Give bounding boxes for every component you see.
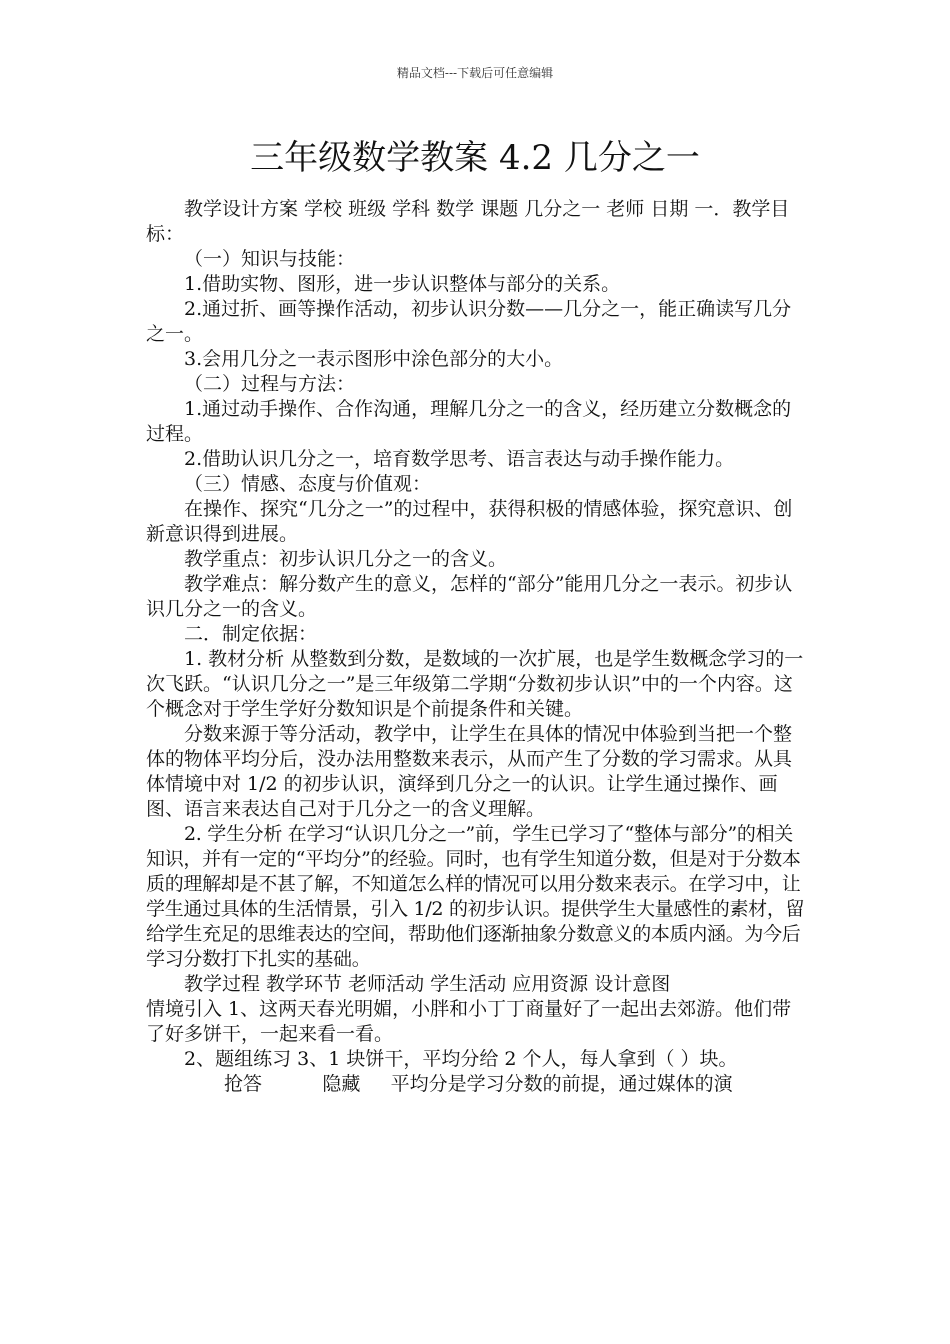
paragraph-situation-intro: 情境引入 1、这两天春光明媚，小胖和小丁丁商量好了一起出去郊游。他们带了好多饼干，一起来看一看。 xyxy=(146,998,792,1045)
paragraph-attitude-values: （三）情感、态度与价值观： xyxy=(184,473,432,495)
paragraph-textbook-analysis: 1. 教材分析 从整数到分数，是数域的一次扩展，也是学生数概念学习的一次飞跃。“认识几分之一”是三年级第二学期“分数初步认识”中的一个内容。这个概念对于学生学好分数知识是个前提条件和关键。 xyxy=(146,648,804,720)
paragraph-goal-1: 1.借助实物、图形，进一步认识整体与部分的关系。 xyxy=(184,273,621,295)
page-header-watermark: 精品文档---下载后可任意编辑 xyxy=(396,66,554,80)
paragraph-design-info: 教学设计方案 学校 班级 学科 数学 课题 几分之一 老师 日期 一．教学目标： xyxy=(146,198,790,245)
paragraph-goal-2: 2.通过折、画等操作活动，初步认识分数——几分之一，能正确读写几分之一。 xyxy=(146,298,792,345)
document-body xyxy=(146,197,806,1097)
paragraph-fraction-origin: 分数来源于等分活动，教学中，让学生在具体的情况中体验到当把一个整体的物体平均分后，没办法用整数来表示，从而产生了分数的学习需求。从具体情境中对 1/2 的初步认识，演绎到几分之一的认识。让学生通过操作、画图、语言来表达自己对于几分之一的含义理解。 xyxy=(146,723,793,820)
table-cell-quick-answer: 抢答 xyxy=(224,1073,263,1095)
paragraph-knowledge-skills: （一）知识与技能： xyxy=(184,248,356,270)
paragraph-difficulty: 教学难点：解分数产生的意义，怎样的“部分”能用几分之一表示。初步认识几分之一的含义。 xyxy=(146,573,793,620)
paragraph-attitude-text: 在操作、探究“几分之一”的过程中，获得积极的情感体验，探究意识、创新意识得到进展。 xyxy=(146,498,793,545)
paragraph-process-method: （二）过程与方法： xyxy=(184,373,356,395)
table-cell-hide: 隐藏 xyxy=(322,1073,361,1095)
paragraph-basis-heading: 二．制定依据： xyxy=(184,623,318,645)
paragraph-goal-3: 3.会用几分之一表示图形中涂色部分的大小。 xyxy=(184,348,564,370)
paragraph-process-table-header: 教学过程 教学环节 老师活动 学生活动 应用资源 设计意图 xyxy=(184,973,671,995)
table-row-last xyxy=(146,1072,806,1097)
table-cell-design-intent: 平均分是学习分数的前提，通过媒体的演 xyxy=(390,1073,733,1095)
paragraph-student-analysis: 2. 学生分析 在学习“认识几分之一”前，学生已学习了“整体与部分”的相关知识，并有一定的“平均分”的经验。同时，也有学生知道分数，但是对于分数本质的理解却是不甚了解，不知道怎么样的情况可以用分数来表示。在学习中，让学生通过具体的生活情景，引入 1/2 的初步认识。提供学生大量感性的素材，留给学生充足的思维表达的空间，帮助他们逐渐抽象分数意义的本质内涵。为今后学习分数打下扎实的基础。 xyxy=(146,823,805,970)
paragraph-exercise: 2、题组练习 3、1 块饼干，平均分给 2 个人，每人拿到（ ）块。 xyxy=(184,1048,738,1070)
paragraph-process-1: 1.通过动手操作、合作沟通，理解几分之一的含义，经历建立分数概念的过程。 xyxy=(146,398,792,445)
paragraph-process-2: 2.借助认识几分之一，培育数学思考、语言表达与动手操作能力。 xyxy=(184,448,735,470)
paragraph-key-point: 教学重点：初步认识几分之一的含义。 xyxy=(184,548,508,570)
page-title: 三年级数学教案 4.2 几分之一 xyxy=(250,138,700,178)
